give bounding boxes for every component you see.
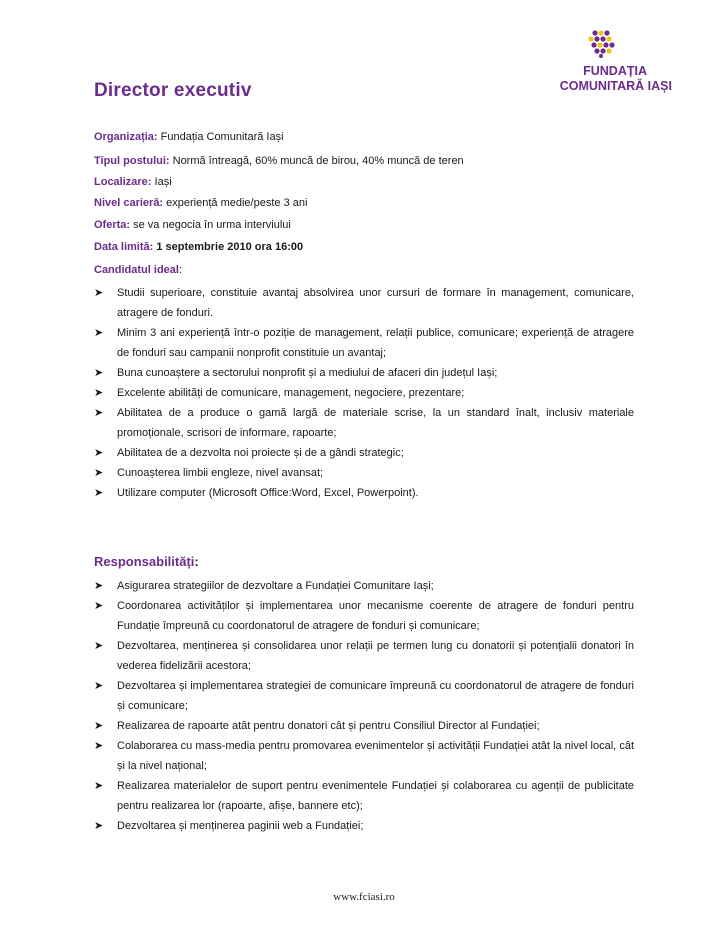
field-label: Tipul postului:	[94, 155, 170, 167]
arrow-bullet-icon: ➤	[94, 447, 104, 459]
field-candidatul-ideal	[94, 263, 182, 277]
arrow-bullet-icon: ➤	[94, 780, 104, 792]
list-item: ➤ Utilizare computer (Microsoft Office:Word, Excel, Powerpoint).	[94, 483, 634, 503]
candidate-requirements-list	[94, 283, 634, 503]
field-value: 1 septembrie 2010 ora 16:00	[153, 241, 304, 253]
list-item: ➤ Colaborarea cu mass-media pentru promovarea evenimentelor și activității Fundației atât la nivel local, cât și la nivel național;	[94, 736, 634, 776]
field-data-limita	[94, 240, 303, 254]
list-item: ➤ Realizarea de rapoarte atât pentru donatori cât și pentru Consiliul Director al Fundației;	[94, 716, 634, 736]
arrow-bullet-icon: ➤	[94, 387, 104, 399]
field-label: Oferta:	[94, 219, 131, 231]
field-organizatie	[94, 130, 284, 144]
footer-url: www.fciasi.ro	[333, 891, 395, 903]
field-label: Localizare:	[94, 176, 152, 188]
arrow-bullet-icon: ➤	[94, 367, 104, 379]
arrow-bullet-icon: ➤	[94, 467, 104, 479]
arrow-bullet-icon: ➤	[94, 287, 104, 299]
field-value: se va negocia în urma interviului	[130, 219, 291, 231]
responsibilities-list	[94, 576, 634, 836]
foundation-logo	[536, 22, 672, 98]
arrow-bullet-icon: ➤	[94, 407, 104, 419]
arrow-bullet-icon: ➤	[94, 580, 104, 592]
list-item: ➤ Coordonarea activităților și implementarea unor mecanisme coerente de atragere de fonduri pentru Fundație împreună cu coordonatorul de atragere de fonduri și comunicare;	[94, 596, 634, 636]
list-item: ➤ Abilitatea de a produce o gamă largă de materiale scrise, la un standard înalt, inclusiv materiale promoționale, scrisori de informare, rapoarte;	[94, 403, 634, 443]
field-value: Iași	[151, 176, 172, 188]
field-nivel-cariera	[94, 196, 307, 210]
arrow-bullet-icon: ➤	[94, 720, 104, 732]
arrow-bullet-icon: ➤	[94, 820, 104, 832]
responsibilities-heading: Responsabilități:	[94, 554, 199, 569]
page-title: Director executiv	[94, 80, 252, 101]
field-value: :	[178, 264, 183, 276]
field-value: Normă întreagă, 60% muncă de birou, 40% muncă de teren	[169, 155, 464, 167]
list-item: ➤ Abilitatea de a dezvolta noi proiecte și de a gândi strategic;	[94, 443, 634, 463]
field-label: Candidatul ideal	[94, 264, 179, 276]
dot-cluster-icon	[586, 30, 616, 58]
field-value: Fundația Comunitară Iași	[157, 131, 284, 143]
arrow-bullet-icon: ➤	[94, 640, 104, 652]
logo-text-line1: FUNDAȚIA	[583, 64, 647, 78]
logo-text-line2: COMUNITARĂ IAȘI	[559, 79, 672, 93]
list-item: ➤ Realizarea materialelor de suport pentru evenimentele Fundației și colaborarea cu agenții de publicitate pentru realizarea lor (rapoarte, afișe, bannere etc);	[94, 776, 634, 816]
list-item: ➤ Dezvoltarea, menținerea și consolidarea unor relații pe termen lung cu donatorii și potențialii donatori în vederea fidelizării acestora;	[94, 636, 634, 676]
list-item: ➤ Cunoașterea limbii engleze, nivel avansat;	[94, 463, 634, 483]
list-item: ➤ Dezvoltarea și menținerea paginii web a Fundației;	[94, 816, 634, 836]
list-item: ➤ Asigurarea strategiilor de dezvoltare a Fundației Comunitare Iași;	[94, 576, 634, 596]
field-oferta	[94, 218, 291, 232]
arrow-bullet-icon: ➤	[94, 487, 104, 499]
field-label: Data limită:	[94, 241, 154, 253]
list-item: ➤ Excelente abilități de comunicare, management, negociere, prezentare;	[94, 383, 634, 403]
list-item: ➤ Buna cunoaștere a sectorului nonprofit și a mediului de afaceri din județul Iași;	[94, 363, 634, 383]
list-item: ➤ Minim 3 ani experiență într-o poziție de management, relații publice, comunicare; experiență de atragere de fonduri sau campanii nonprofit constituie un avantaj;	[94, 323, 634, 363]
arrow-bullet-icon: ➤	[94, 327, 104, 339]
field-tip-post	[94, 154, 464, 168]
list-item: ➤ Dezvoltarea și implementarea strategiei de comunicare împreună cu coordonatorul de atragere de fonduri și comunicare;	[94, 676, 634, 716]
field-localizare	[94, 175, 172, 189]
list-item: ➤ Studii superioare, constituie avantaj absolvirea unor cursuri de formare în management, comunicare, atragere de fonduri.	[94, 283, 634, 323]
arrow-bullet-icon: ➤	[94, 600, 104, 612]
field-label: Organizația:	[94, 131, 158, 143]
field-value: experiență medie/peste 3 ani	[163, 197, 308, 209]
field-label: Nivel carieră:	[94, 197, 164, 209]
arrow-bullet-icon: ➤	[94, 740, 104, 752]
arrow-bullet-icon: ➤	[94, 680, 104, 692]
